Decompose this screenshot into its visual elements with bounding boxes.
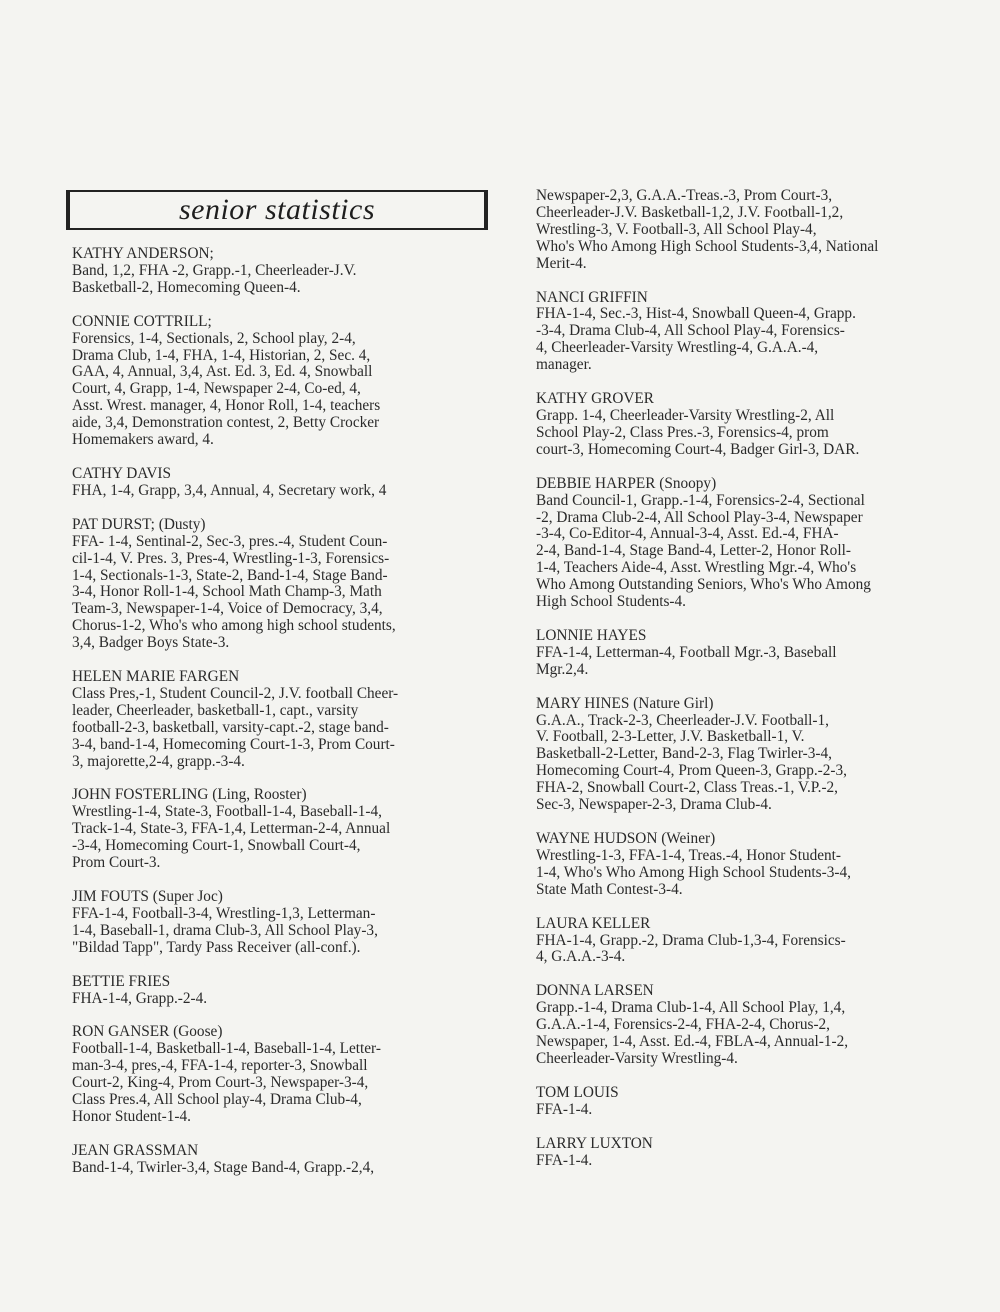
student-name: JIM FOUTS (Super Joc) <box>72 888 223 905</box>
student-activities: Band, 1,2, FHA -2, Grapp.-1, Cheerleader-J.V. Basketball-2, Homecoming Queen-4. <box>72 261 357 296</box>
student-activities: FFA-1-4, Letterman-4, Football Mgr.-3, Baseball Mgr.2,4. <box>536 643 837 678</box>
student-entry <box>72 1143 500 1177</box>
student-entry <box>536 628 966 679</box>
student-entry <box>536 391 966 459</box>
student-name: LAURA KELLER <box>536 914 651 932</box>
section-title-box <box>66 190 488 230</box>
student-activities: Band-1-4, Twirler-3,4, Stage Band-4, Grapp.-2,4, <box>72 1158 375 1176</box>
student-entry <box>536 916 966 967</box>
student-name: LONNIE HAYES <box>536 626 647 644</box>
student-entry <box>536 1085 966 1119</box>
page-title: senior statistics <box>178 193 375 226</box>
student-entry <box>72 466 500 500</box>
student-entry <box>72 246 500 297</box>
student-name: DONNA LARSEN <box>536 982 654 1000</box>
student-entry <box>536 1136 966 1170</box>
student-activities: Grapp.-1-4, Drama Club-1-4, All School Play, 1,4, G.A.A.-1-4, Forensics-2-4, FHA-2-4, Chorus-2, Newspaper, 1-4, Asst. Ed.-4, FBLA-4, Annual-1-2, Cheerleader-Varsity Wrestling-4. <box>536 999 849 1067</box>
right-column <box>536 188 966 1187</box>
student-entry <box>72 889 500 957</box>
student-activities: Football-1-4, Basketball-1-4, Baseball-1-4, Letter- man-3-4, pres,-4, FFA-1-4, reporter-3, Snowball Court-2, King-4, Prom Court-3, Newspaper-3-4, Class Pres.4, All School play-4, Drama Club-4, Honor Student-1-4. <box>72 1040 381 1125</box>
student-entry <box>72 1024 500 1125</box>
student-entry <box>72 787 500 872</box>
student-activities: FFA-1-4. <box>536 1100 593 1118</box>
student-name: WAYNE HUDSON (Weiner) <box>536 830 716 847</box>
student-entry-continued <box>536 188 966 273</box>
student-entry <box>536 290 966 375</box>
student-activities: G.A.A., Track-2-3, Cheerleader-J.V. Football-1, V. Football, 2-3-Letter, J.V. Basketball-1, V. Basketball-2-Letter, Band-2-3, Flag Twirler-3-4, Homecoming Court-4, Prom Queen-3, Grapp.-2-3, FHA-2, Snowball Court-2, Class Treas.-1, V.P.-2, Sec-3, Newspaper-2-3, Drama Club-4. <box>536 711 847 814</box>
student-entry <box>536 476 966 611</box>
student-name: CONNIE COTTRILL; <box>72 312 212 330</box>
student-entry <box>536 831 966 899</box>
student-name: KATHY GROVER <box>536 390 654 408</box>
student-activities: Forensics, 1-4, Sectionals, 2, School play, 2-4, Drama Club, 1-4, FHA, 1-4, Historian, 2, Sec. 4, GAA, 4, Annual, 3,4, Ast. Ed. 3, Ed. 4, Snowball Court, 4, Grapp, 1-4, Newspaper 2-4, Co-ed, 4, Asst. Wrest. manager, 4, Honor Roll, 1-4, teachers aide, 3,4, Demonstration contest, 2, Betty Crocker Homemakers award, 4. <box>72 329 381 449</box>
student-entry <box>72 669 500 770</box>
left-column <box>72 246 500 1194</box>
student-activities: Wrestling-1-3, FFA-1-4, Treas.-4, Honor Student- 1-4, Who's Who Among High School Students-3-4, State Math Contest-3-4. <box>536 846 851 898</box>
student-activities: FHA-1-4, Sec.-3, Hist-4, Snowball Queen-4, Grapp. -3-4, Drama Club-4, All School Play-4, Forensics- 4, Cheerleader-Varsity Wrestling-4, G.A.A.-4, manager. <box>536 305 856 374</box>
student-name: BETTIE FRIES <box>72 972 171 990</box>
student-name: JOHN FOSTERLING (Ling, Rooster) <box>72 786 307 804</box>
student-entry <box>72 517 500 652</box>
student-activities: Newspaper-2,3, G.A.A.-Treas.-3, Prom Court-3, Cheerleader-J.V. Basketball-1,2, J.V. Football-1,2, Wrestling-3, V. Football-3, All School Play-4, Who's Who Among High School Students-3,4, National Merit-4. <box>536 187 879 272</box>
student-name: HELEN MARIE FARGEN <box>72 668 240 686</box>
student-name: NANCI GRIFFIN <box>536 288 648 306</box>
student-entry <box>72 974 500 1008</box>
student-name: TOM LOUIS <box>536 1083 619 1101</box>
student-activities: Wrestling-1-4, State-3, Football-1-4, Baseball-1-4, Track-1-4, State-3, FFA-1,4, Letterman-2-4, Annual -3-4, Homecoming Court-1, Snowball Court-4, Prom Court-3. <box>72 803 391 872</box>
student-activities: FHA-1-4, Grapp.-2-4. <box>72 989 208 1007</box>
student-activities: Grapp. 1-4, Cheerleader-Varsity Wrestling-2, All School Play-2, Class Pres.-3, Forensics-4, prom court-3, Homecoming Court-4, Badger Girl-3, DAR. <box>536 406 860 458</box>
student-activities: FHA-1-4, Grapp.-2, Drama Club-1,3-4, Forensics- 4, G.A.A.-3-4. <box>536 931 846 966</box>
student-name: PAT DURST; (Dusty) <box>72 515 206 533</box>
student-name: CATHY DAVIS <box>72 464 172 482</box>
student-entry <box>536 696 966 814</box>
student-name: LARRY LUXTON <box>536 1134 653 1152</box>
student-name: DEBBIE HARPER (Snoopy) <box>536 474 717 492</box>
student-entry <box>72 314 500 449</box>
student-name: KATHY ANDERSON; <box>72 245 214 262</box>
student-entry <box>536 983 966 1068</box>
student-name: RON GANSER (Goose) <box>72 1023 223 1041</box>
student-name: MARY HINES (Nature Girl) <box>536 694 714 712</box>
student-name: JEAN GRASSMAN <box>72 1141 199 1159</box>
student-activities: FHA, 1-4, Grapp, 3,4, Annual, 4, Secretary work, 4 <box>72 481 387 499</box>
student-activities: FFA-1-4, Football-3-4, Wrestling-1,3, Letterman- 1-4, Baseball-1, drama Club-3, All School Play-3, "Bildad Tapp", Tardy Pass Receiver (all-conf.). <box>72 904 378 956</box>
student-activities: Band Council-1, Grapp.-1-4, Forensics-2-4, Sectional -2, Drama Club-2-4, All School Play-3-4, Newspaper -3-4, Co-Editor-4, Annual-3-4, Asst. Ed.-4, FHA- 2-4, Band-1-4, Stage Band-4, Letter-2, Honor Roll- 1-4, Teachers Aide-4, Asst. Wrestling Mgr.-4, Who's Who Among Outstanding Seniors, Who's Who Among High School Students-4. <box>536 491 871 611</box>
student-activities: FFA-1-4. <box>536 1151 593 1169</box>
student-activities: Class Pres,-1, Student Council-2, J.V. football Cheer- leader, Cheerleader, basketball-1, capt., varsity football-2-3, basketball, varsity-capt.-2, stage band- 3-4, band-1-4, Homecoming Court-1-3, Prom Court- 3, majorette,2-4, grapp.-3-4. <box>72 684 399 770</box>
student-activities: FFA- 1-4, Sentinal-2, Sec-3, pres.-4, Student Coun- cil-1-4, V. Pres. 3, Pres-4, Wrestling-1-3, Forensics- 1-4, Sectionals-1-3, State-2, Band-1-4, Stage Band- 3-4, Honor Roll-1-4, School Math Champ-3, Math Team-3, Newspaper-1-4, Voice of Democracy, 3,4, Chorus-1-2, Who's who among high school students, 3,4, Badger Boys State-3. <box>72 532 396 652</box>
